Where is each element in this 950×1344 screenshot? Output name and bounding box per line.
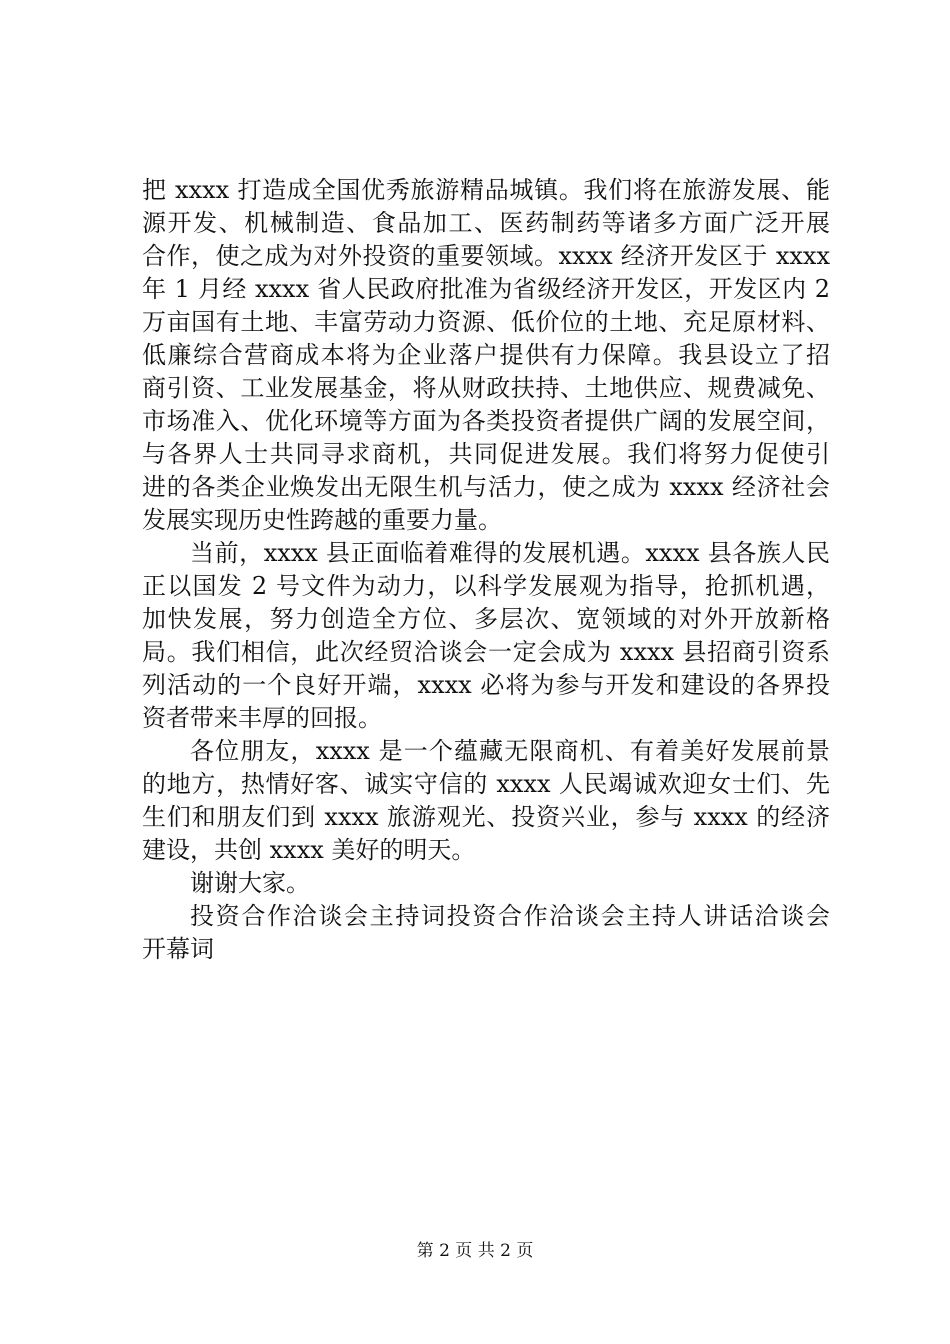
paragraph [142,900,830,966]
paragraph [142,537,830,735]
text-line: 商引资、工业发展基金，将从财政扶持、土地供应、规费减免、 [142,374,830,402]
document-body [142,174,830,966]
text-line: 开幕词 [142,935,214,963]
text-line: 合作，使之成为对外投资的重要领域。xxxx 经济开发区于 xxxx [142,242,830,270]
text-line: 加快发展，努力创造全方位、多层次、宽领域的对外开放新格 [142,605,830,633]
text-line: 万亩国有土地、丰富劳动力资源、低价位的土地、充足原材料、 [142,308,830,336]
page-footer: 第 2 页 共 2 页 [416,1241,534,1261]
paragraph [142,867,830,900]
text-line: 低廉综合营商成本将为企业落户提供有力保障。我县设立了招 [142,341,830,369]
text-line: 建设，共创 xxxx 美好的明天。 [142,836,476,864]
text-line: 把 xxxx 打造成全国优秀旅游精品城镇。我们将在旅游发展、能 [142,176,830,204]
paragraph [142,735,830,867]
text-line: 局。我们相信，此次经贸洽谈会一定会成为 xxxx 县招商引资系 [142,638,830,666]
text-line: 各位朋友，xxxx 是一个蕴藏无限商机、有着美好发展前景 [190,737,830,765]
text-line: 进的各类企业焕发出无限生机与活力，使之成为 xxxx 经济社会 [142,473,830,501]
text-line: 列活动的一个良好开端，xxxx 必将为参与开发和建设的各界投 [142,671,830,699]
text-line: 投资合作洽谈会主持词投资合作洽谈会主持人讲话洽谈会 [190,902,830,930]
text-line: 市场准入、优化环境等方面为各类投资者提供广阔的发展空间， [142,407,830,435]
text-line: 资者带来丰厚的回报。 [142,704,382,732]
text-line: 源开发、机械制造、食品加工、医药制药等诸多方面广泛开展 [142,209,830,237]
text-line: 正以国发 2 号文件为动力，以科学发展观为指导，抢抓机遇， [142,572,830,600]
text-line: 与各界人士共同寻求商机，共同促进发展。我们将努力促使引 [142,440,830,468]
text-line: 年 1 月经 xxxx 省人民政府批准为省级经济开发区，开发区内 2 [142,275,830,303]
text-line: 发展实现历史性跨越的重要力量。 [142,506,502,534]
text-line: 当前，xxxx 县正面临着难得的发展机遇。xxxx 县各族人民 [190,539,830,567]
paragraph [142,174,830,537]
text-line: 谢谢大家。 [190,869,310,897]
text-line: 生们和朋友们到 xxxx 旅游观光、投资兴业，参与 xxxx 的经济 [142,803,830,831]
text-line: 的地方，热情好客、诚实守信的 xxxx 人民竭诚欢迎女士们、先 [142,770,830,798]
